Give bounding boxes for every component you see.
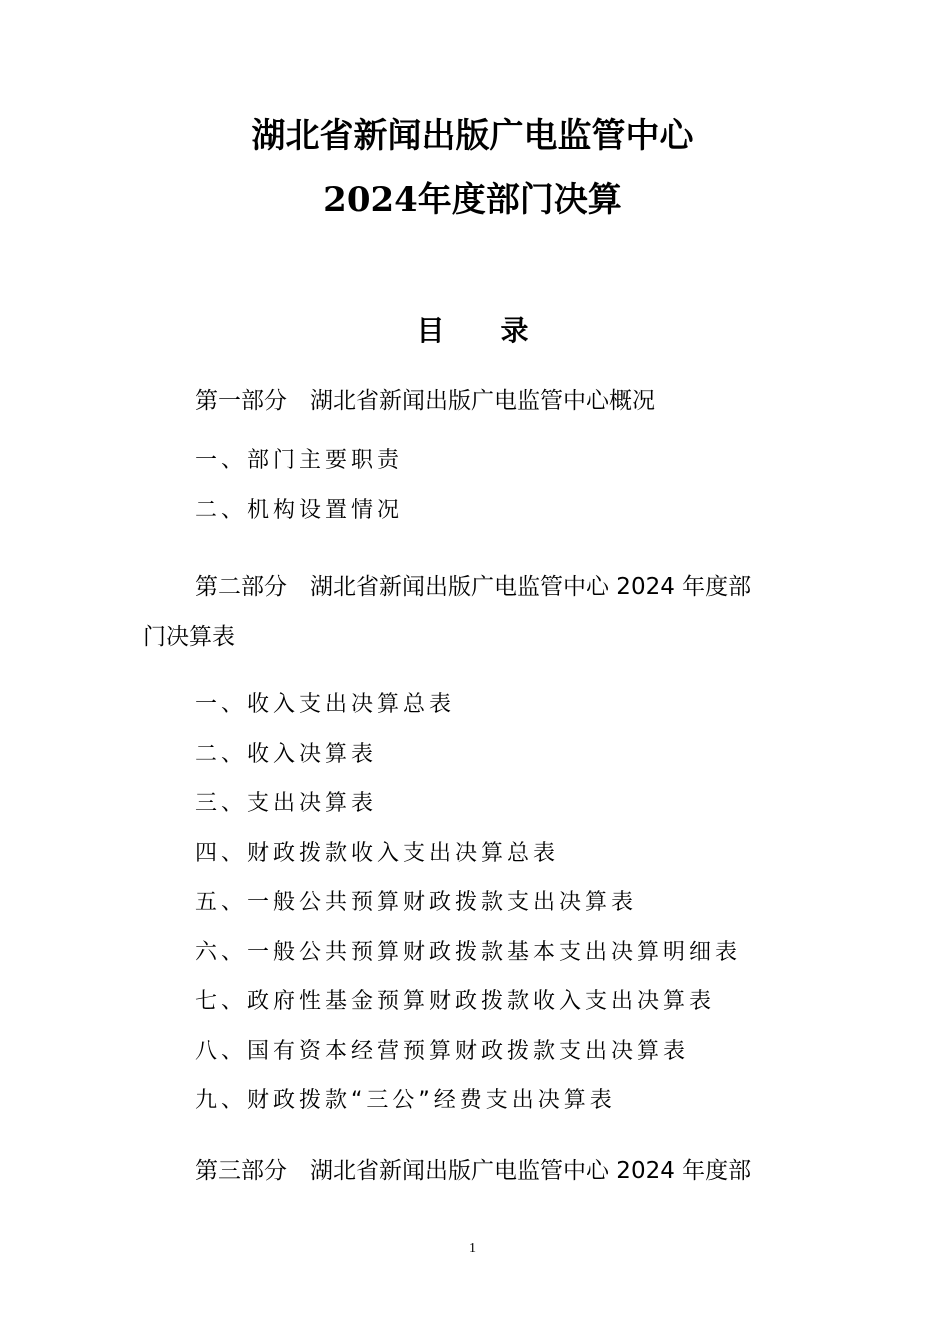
part3-heading-line1: 第三部分 湖北省新闻出版广电监管中心 2024 年度部 [195,1158,752,1184]
document-title-line2: 2024年度部门决算 [323,180,622,220]
part2-heading-line2: 门决算表 [143,624,235,650]
part1-heading: 第一部分 湖北省新闻出版广电监管中心概况 [195,388,655,414]
toc-item: 一、收入支出决算总表 [195,692,456,717]
toc-item: 三、支出决算表 [195,791,378,816]
part2-heading-line1: 第二部分 湖北省新闻出版广电监管中心 2024 年度部 [195,574,752,600]
toc-item: 七、政府性基金预算财政拨款收入支出决算表 [195,989,716,1014]
page-number: 1 [469,1241,476,1256]
toc-item: 五、一般公共预算财政拨款支出决算表 [195,890,638,915]
toc-item: 四、财政拨款收入支出决算总表 [195,841,560,866]
toc-item: 八、国有资本经营预算财政拨款支出决算表 [195,1039,690,1064]
toc-item: 一、部门主要职责 [195,448,404,473]
toc-item: 九、财政拨款“三公”经费支出决算表 [195,1088,616,1113]
toc-item: 二、机构设置情况 [195,498,404,523]
document-title-line1: 湖北省新闻出版广电监管中心 [251,116,694,156]
toc-item: 六、一般公共预算财政拨款基本支出决算明细表 [195,940,742,965]
toc-heading: 目 录 [416,314,529,347]
toc-item: 二、收入决算表 [195,742,378,767]
